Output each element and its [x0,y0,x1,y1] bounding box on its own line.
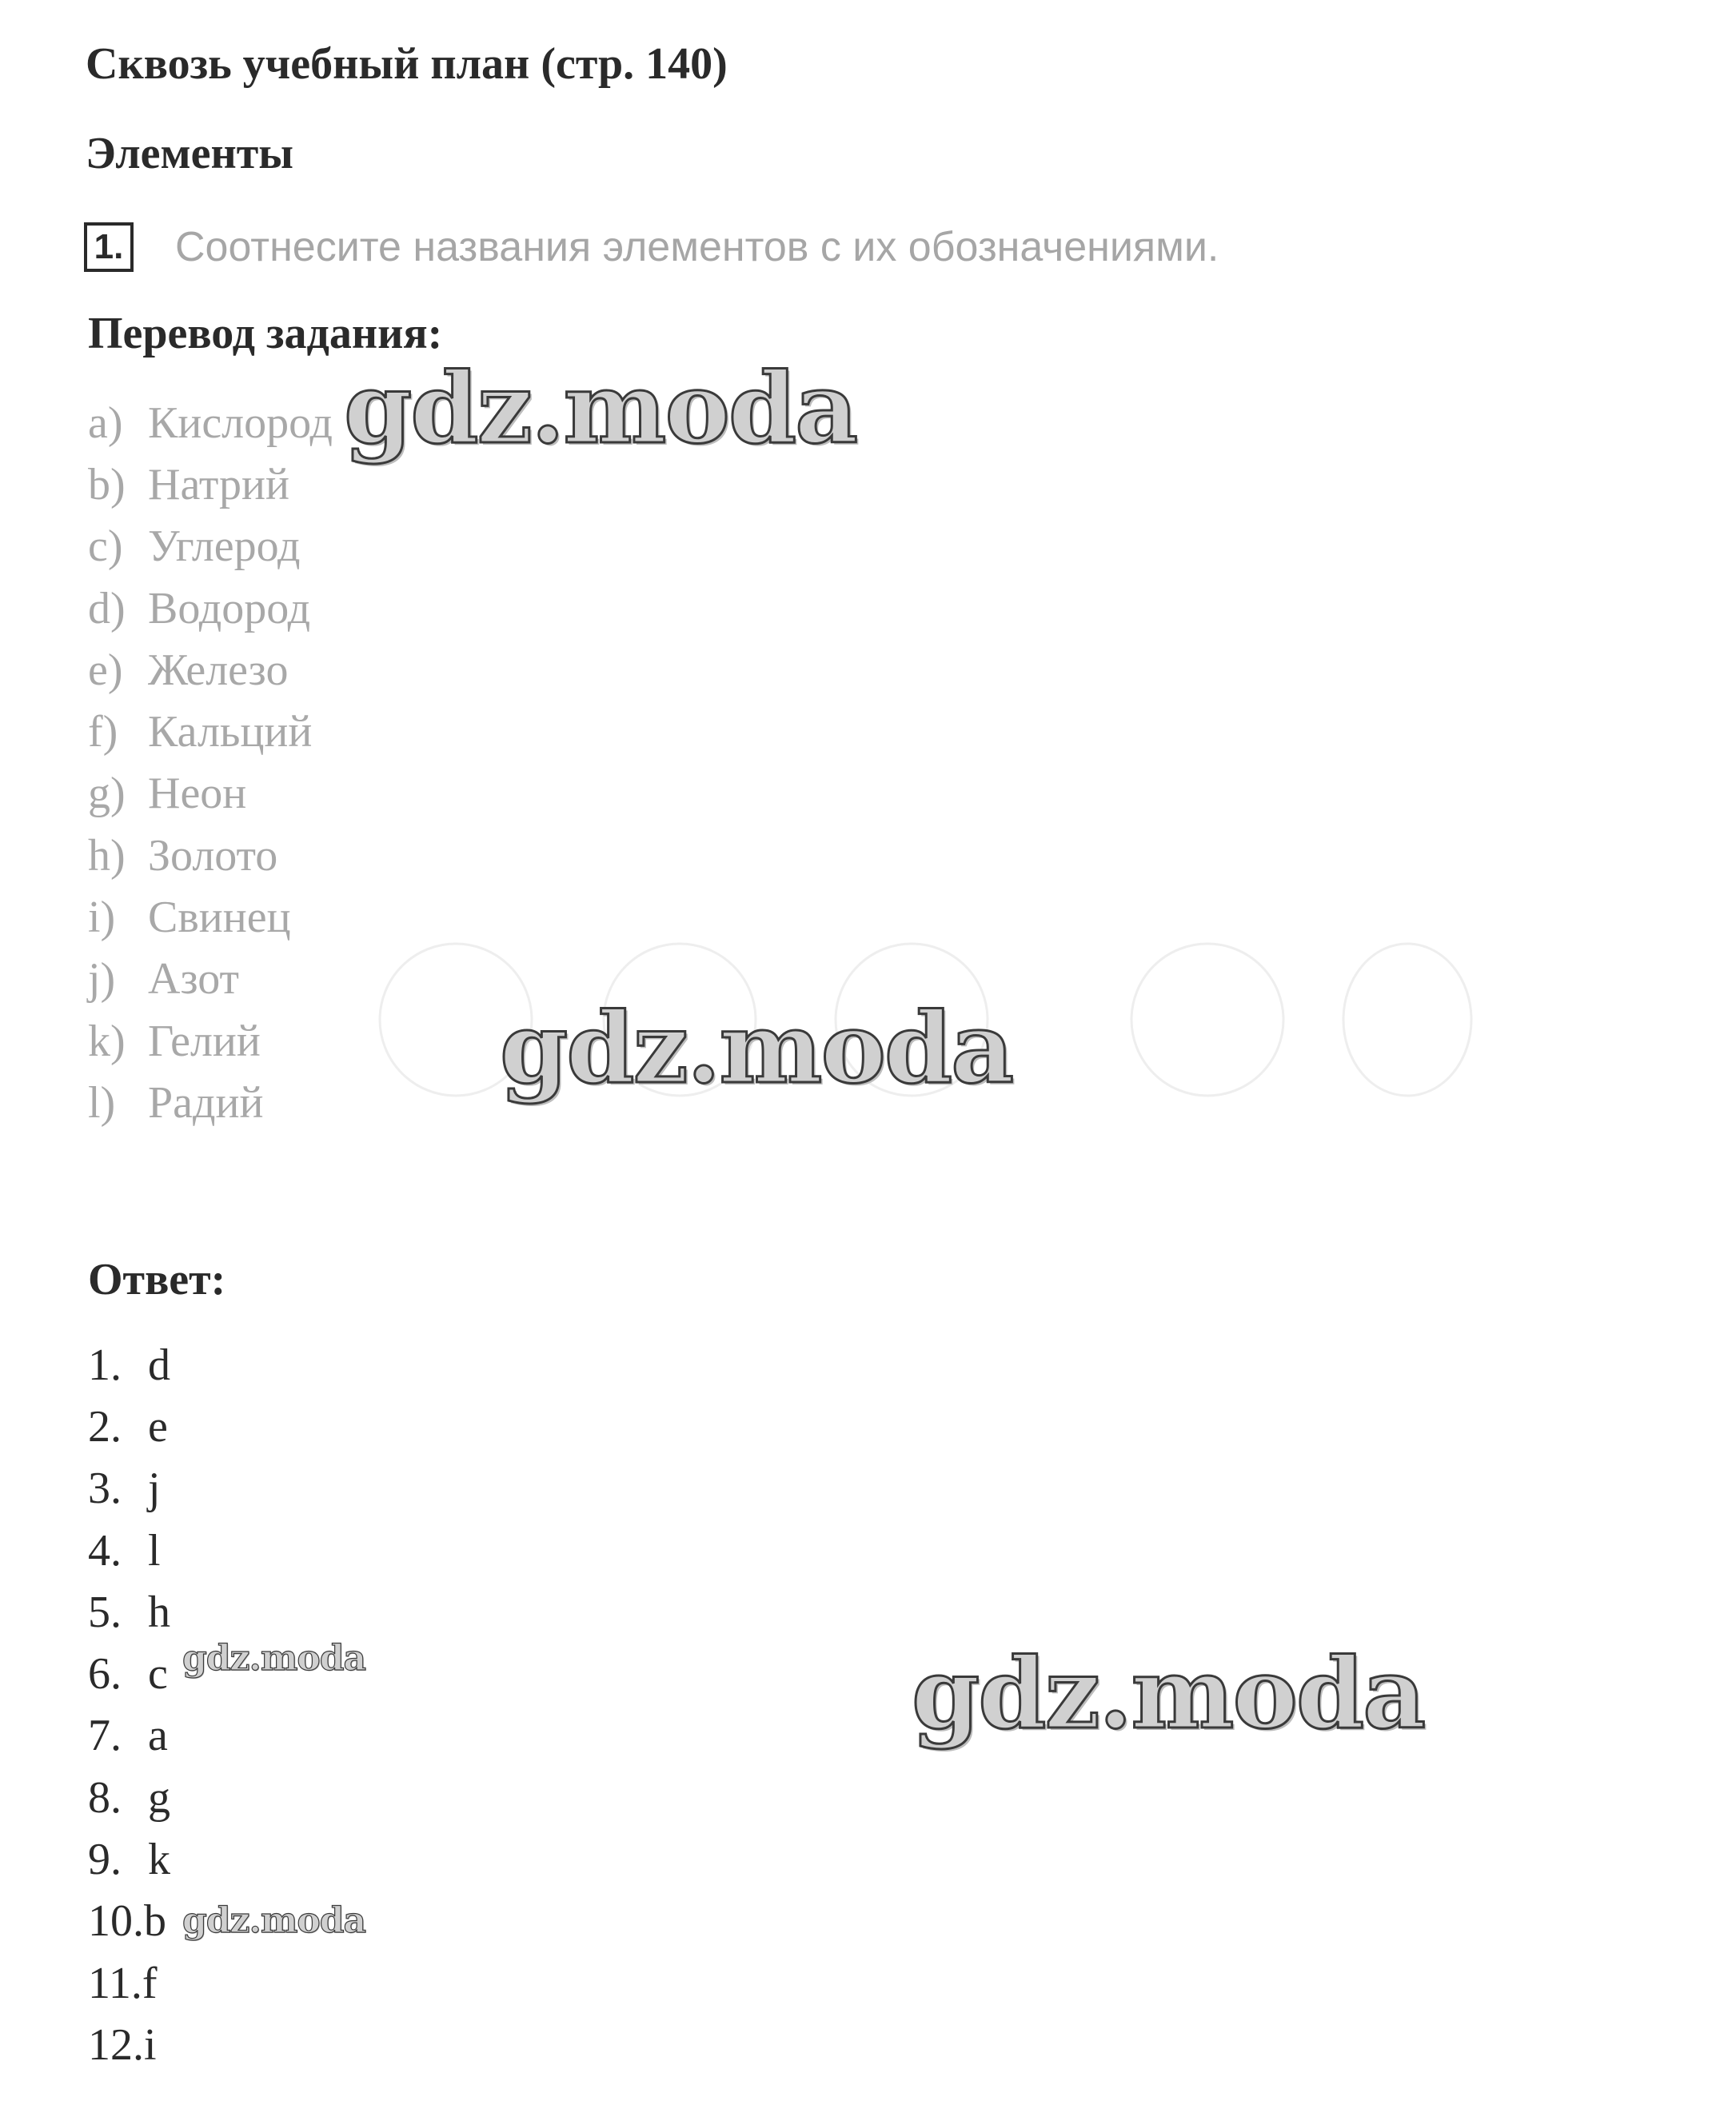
item-letter: a) [88,397,123,448]
section-heading: Элементы [86,129,294,178]
item-name: Свинец [148,893,291,943]
list-item [88,1072,333,1133]
list-item [88,577,333,639]
answer-value: j [148,1464,161,1514]
answer-item [88,1643,170,1704]
answer-item [88,1767,170,1828]
item-name: Железо [148,645,289,695]
item-letter: j) [88,954,116,1005]
item-name: Углерод [148,521,301,572]
answer-list [88,1334,170,2076]
answer-number: 6. [88,1649,122,1700]
list-item [88,639,333,701]
item-name: Натрий [148,459,289,509]
answer-item [88,1334,170,1396]
watermark: gdz.moda [500,990,1013,1105]
answer-item [88,1891,170,1952]
watermark: gdz.moda [912,1636,1425,1751]
task-number-box: 1. [84,222,134,272]
answer-number: 4. [88,1525,122,1576]
list-item [88,886,333,948]
task-line [84,222,1219,272]
answer-value: k [148,1835,170,1885]
answer-value: e [148,1401,168,1452]
answer-value: c [148,1649,168,1700]
list-item [88,763,333,825]
item-name: Неон [148,769,247,819]
answer-number: 8. [88,1772,122,1823]
item-letter: f) [88,707,118,757]
answer-item [88,1581,170,1643]
item-letter: d) [88,583,126,633]
list-item [88,1010,333,1072]
answer-value: b [144,1896,166,1947]
answer-item [88,2014,170,2075]
answer-item [88,1458,170,1520]
watermark: gdz.moda [182,1638,366,1679]
translation-list [88,392,333,1134]
list-item [88,949,333,1010]
item-letter: h) [88,830,126,881]
item-name: Золото [148,830,278,881]
task-instruction: Соотнесите названия элементов с их обозначениями. [175,224,1219,270]
watermark: gdz.moda [344,350,857,465]
answer-item [88,1828,170,1890]
item-name: Азот [148,954,239,1005]
answer-number: 11. [88,1958,142,2008]
answer-number: 1. [88,1340,122,1390]
answer-value: f [142,1958,158,2008]
list-item [88,453,333,515]
answer-value: g [148,1772,170,1823]
item-letter: e) [88,645,123,695]
answer-value: h [148,1587,170,1637]
item-letter: b) [88,459,126,509]
answer-item [88,1396,170,1457]
item-letter: k) [88,1016,126,1066]
list-item [88,392,333,453]
answer-number: 9. [88,1835,122,1885]
answer-value: d [148,1340,170,1390]
answer-number: 7. [88,1711,122,1761]
answer-value: a [148,1711,168,1761]
answer-number: 2. [88,1401,122,1452]
answer-heading: Ответ: [88,1255,226,1304]
item-letter: g) [88,769,126,819]
list-item [88,701,333,762]
page-title: Сквозь учебный план (стр. 140) [86,39,728,89]
item-letter: l) [88,1077,116,1128]
answer-number: 12. [88,2019,144,2070]
item-letter: c) [88,521,123,572]
translation-heading: Перевод задания: [88,309,443,358]
item-name: Кальций [148,707,313,757]
answer-item [88,1952,170,2014]
answer-item [88,1705,170,1767]
item-name: Кислород [148,397,333,448]
item-name: Гелий [148,1016,261,1066]
answer-number: 3. [88,1464,122,1514]
answer-number: 10. [88,1896,144,1947]
watermark: gdz.moda [182,1900,366,1941]
list-item [88,516,333,577]
answer-number: 5. [88,1587,122,1637]
answer-value: l [148,1525,161,1576]
item-name: Радий [148,1077,264,1128]
list-item [88,825,333,886]
answer-item [88,1520,170,1581]
item-name: Водород [148,583,311,633]
item-letter: i) [88,893,116,943]
answer-value: i [144,2019,157,2070]
